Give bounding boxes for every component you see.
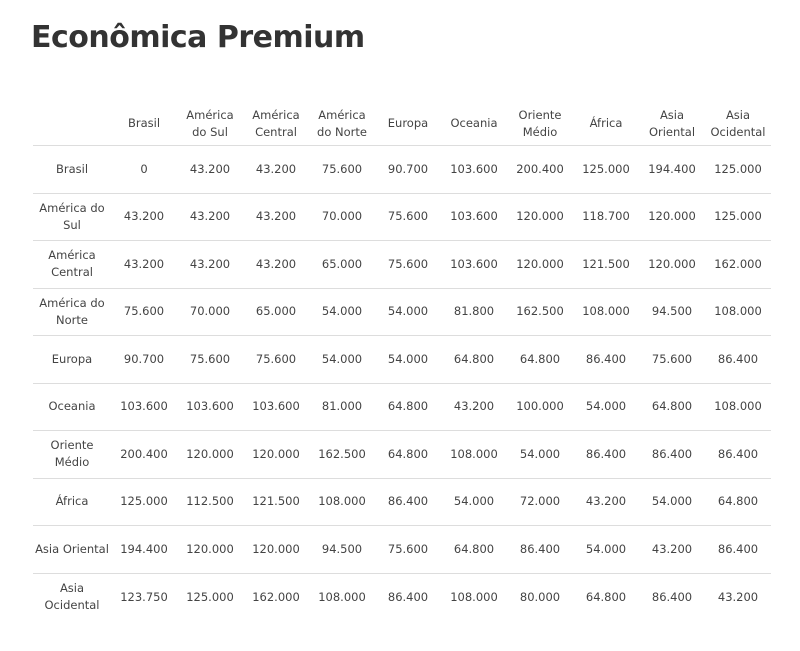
table-cell: 64.800 [651,399,693,414]
table-row [33,241,771,289]
table-cell: 103.600 [450,161,498,176]
table-cell: 75.600 [387,256,429,271]
column-header: Oriente Médio [518,107,562,139]
table-cell: 75.600 [321,161,363,176]
table-cell: 43.200 [189,209,231,224]
table-cell: 121.500 [252,494,300,509]
column-header: Asia Oriental [648,107,696,139]
table-cell: 112.500 [186,494,234,509]
table-cell: 120.000 [648,256,696,271]
table-cell: 43.200 [189,161,231,176]
table-cell: 65.000 [321,256,363,271]
column-header: América do Sul [186,107,234,139]
table-cell: 75.600 [255,351,297,366]
table-row [33,288,771,336]
table-cell: 162.500 [318,446,366,461]
table-cell: 108.000 [318,494,366,509]
table-cell: 54.000 [321,351,363,366]
table-cell: 162.000 [252,589,300,604]
corner-cell [33,102,111,146]
table-cell: 86.400 [717,541,759,556]
row-header: África [55,494,89,509]
table-cell: 86.400 [651,589,693,604]
table-cell: 108.000 [714,304,762,319]
table-cell: 75.600 [651,351,693,366]
table-cell: 64.800 [717,494,759,509]
table-cell: 108.000 [582,304,630,319]
table-cell: 118.700 [582,209,630,224]
table-cell: 54.000 [585,541,627,556]
table-cell: 120.000 [186,446,234,461]
column-header: América do Norte [317,107,367,139]
table-cell: 194.400 [120,541,168,556]
table-cell: 64.800 [387,399,429,414]
table-header [33,102,771,146]
table-cell: 54.000 [519,446,561,461]
table-cell: 125.000 [714,209,762,224]
table-cell: 108.000 [450,446,498,461]
table-cell: 0 [140,161,148,176]
row-header: América do Sul [39,200,105,232]
table-cell: 86.400 [717,351,759,366]
table-cell: 94.500 [321,541,363,556]
table-cell: 64.800 [585,589,627,604]
table-cell: 103.600 [450,256,498,271]
table-cell: 120.000 [516,256,564,271]
table-cell: 103.600 [186,399,234,414]
table-cell: 162.500 [516,304,564,319]
table-cell: 103.600 [120,399,168,414]
table-cell: 120.000 [252,446,300,461]
row-header: Brasil [55,161,89,176]
table-cell: 94.500 [651,304,693,319]
table-cell: 86.400 [387,494,429,509]
column-header: Asia Ocidental [710,107,766,139]
table-cell: 108.000 [714,399,762,414]
fare-table [33,102,771,621]
table-cell: 75.600 [189,351,231,366]
table-cell: 86.400 [387,589,429,604]
table-cell: 43.200 [717,589,759,604]
table-cell: 43.200 [585,494,627,509]
table-cell: 86.400 [585,446,627,461]
table-cell: 90.700 [123,351,165,366]
table-row [33,383,771,431]
table-cell: 125.000 [714,161,762,176]
table-cell: 64.800 [387,446,429,461]
table-cell: 86.400 [519,541,561,556]
table-cell: 64.800 [453,351,495,366]
table-cell: 43.200 [255,209,297,224]
table-cell: 43.200 [189,256,231,271]
table-cell: 81.800 [453,304,495,319]
table-cell: 54.000 [387,351,429,366]
table-cell: 70.000 [321,209,363,224]
row-header: Asia Ocidental [44,581,100,612]
row-header: Europa [51,351,93,366]
table-body [33,146,771,621]
table-cell: 75.600 [387,209,429,224]
table-row [33,573,771,621]
table-row [33,146,771,194]
table-cell: 70.000 [189,304,231,319]
column-header: Brasil [127,116,161,130]
table-cell: 125.000 [582,161,630,176]
header-row [33,102,771,146]
table-cell: 103.600 [450,209,498,224]
column-header: África [589,116,623,130]
table-cell: 103.600 [252,399,300,414]
table-row [33,431,771,479]
table-cell: 43.200 [651,541,693,556]
table-row [33,526,771,574]
table-cell: 120.000 [252,541,300,556]
table-row [33,478,771,526]
table-cell: 86.400 [651,446,693,461]
table-cell: 72.000 [519,494,561,509]
table-cell: 43.200 [255,161,297,176]
row-header: Oriente Médio [50,438,94,470]
table-cell: 120.000 [186,541,234,556]
column-header: América Central [252,107,300,139]
table-cell: 81.000 [321,399,363,414]
row-header: Oceania [48,399,96,414]
row-header: América Central [48,248,96,280]
table-row [33,336,771,384]
table-cell: 100.000 [516,399,564,414]
table-cell: 80.000 [519,589,561,604]
table-cell: 54.000 [387,304,429,319]
table-cell: 125.000 [120,494,168,509]
table-cell: 64.800 [453,541,495,556]
table-cell: 75.600 [387,541,429,556]
table-cell: 54.000 [651,494,693,509]
table-cell: 123.750 [120,589,168,604]
table-cell: 43.200 [453,399,495,414]
table-cell: 121.500 [582,256,630,271]
table-cell: 90.700 [387,161,429,176]
table-cell: 43.200 [123,209,165,224]
table-cell: 43.200 [123,256,165,271]
table-cell: 86.400 [717,446,759,461]
table-cell: 194.400 [648,161,696,176]
table-cell: 54.000 [321,304,363,319]
column-header: Europa [387,116,429,130]
table-cell: 200.400 [516,161,564,176]
table-cell: 108.000 [450,589,498,604]
table-cell: 54.000 [585,399,627,414]
table-cell: 64.800 [519,351,561,366]
table-cell: 86.400 [585,351,627,366]
table-cell: 108.000 [318,589,366,604]
table-cell: 54.000 [453,494,495,509]
table-cell: 120.000 [648,209,696,224]
table-cell: 43.200 [255,256,297,271]
table-cell: 125.000 [186,589,234,604]
row-header: Asia Oriental [35,541,109,556]
table-cell: 75.600 [123,304,165,319]
page-title: Econômica Premium [31,20,365,55]
table-cell: 162.000 [714,256,762,271]
column-header: Oceania [450,116,498,130]
table-cell: 65.000 [255,304,297,319]
table-cell: 200.400 [120,446,168,461]
table-cell: 120.000 [516,209,564,224]
table-row [33,193,771,241]
row-header: América do Norte [39,295,105,327]
